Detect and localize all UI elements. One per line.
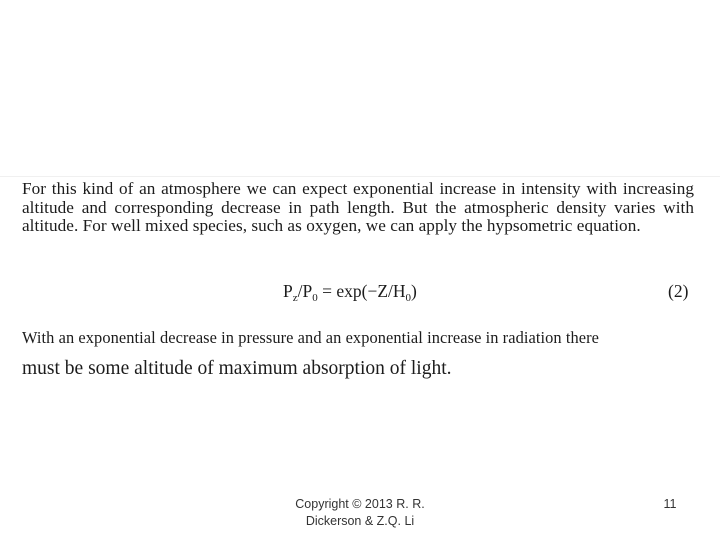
paragraph-intensity-altitude: For this kind of an atmosphere we can expect exponential increase in intensity with increasing altitude and corresponding decrease in path length. But the atmospheric density varies with altitude. For well mixed species, such as oxygen, we can apply the hypsometric equation. (22, 179, 694, 235)
footer-copyright (260, 496, 460, 530)
paragraph-pressure-radiation: With an exponential decrease in pressure and an exponential increase in radiation there (22, 328, 599, 347)
eq-over-p: /P (297, 281, 313, 301)
eq-rhs: = exp(−Z/H (317, 281, 406, 301)
hypsometric-equation (0, 281, 720, 305)
copyright-line-2: Dickerson & Z.Q. Li (305, 514, 415, 528)
eq-rhs-subscript-0: 0 (405, 292, 412, 304)
scanned-text-excerpt (0, 176, 720, 387)
eq-subscript-z: z (292, 292, 298, 304)
equation-expression (283, 281, 417, 302)
page-number: 11 (663, 497, 677, 511)
copyright-line-1: Copyright © 2013 R. R. (295, 497, 425, 511)
equation-number: (2) (668, 281, 689, 301)
eq-close-paren: ) (411, 281, 417, 301)
eq-subscript-0: 0 (312, 292, 318, 304)
eq-symbol-p: P (283, 281, 293, 301)
paragraph-maximum-absorption: must be some altitude of maximum absorption of light. (22, 358, 452, 379)
